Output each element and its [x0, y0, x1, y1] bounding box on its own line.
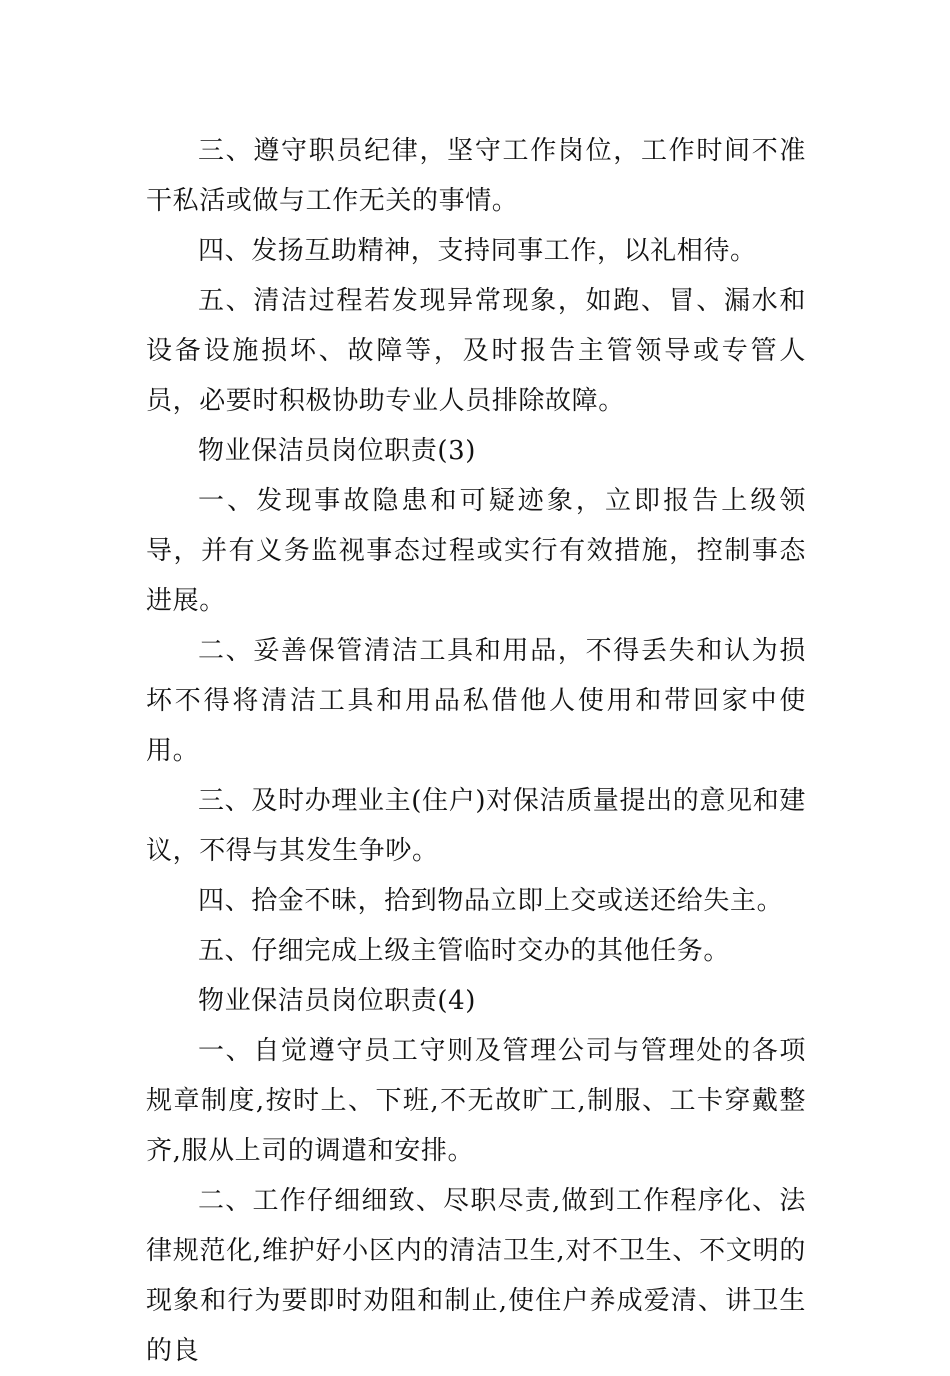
paragraph-section3-item-4: 四、拾金不昧，拾到物品立即上交或送还给失主。	[198, 886, 784, 916]
paragraph-rule-3: 三、遵守职员纪律，坚守工作岗位，工作时间不准干私活或做与工作无关的事情。	[146, 136, 806, 216]
paragraph-section3-item-5: 五、仔细完成上级主管临时交办的其他任务。	[198, 936, 731, 966]
paragraph-section3-item-1: 一、发现事故隐患和可疑迹象，立即报告上级领导，并有义务监视事态过程或实行有效措施，控制事态进展。	[146, 486, 806, 616]
paragraph-section4-item-1: 一、自觉遵守员工守则及管理公司与管理处的各项规章制度,按时上、下班,不无故旷工,制服、工卡穿戴整齐,服从上司的调遣和安排。	[146, 1036, 806, 1166]
paragraph-rule-4: 四、发扬互助精神，支持同事工作，以礼相待。	[198, 236, 757, 266]
paragraph-section3-item-3: 三、及时办理业主(住户)对保洁质量提出的意见和建议，不得与其发生争吵。	[146, 786, 806, 866]
paragraph-rule-5: 五、清洁过程若发现异常现象，如跑、冒、漏水和设备设施损坏、故障等，及时报告主管领导或专管人员，必要时积极协助专业人员排除故障。	[146, 286, 806, 416]
section-heading-3: 物业保洁员岗位职责(3)	[198, 436, 477, 466]
section-heading-4: 物业保洁员岗位职责(4)	[198, 986, 477, 1016]
paragraph-section4-item-2: 二、工作仔细细致、尽职尽责,做到工作程序化、法律规范化,维护好小区内的清洁卫生,对不卫生、不文明的现象和行为要即时劝阻和制止,使住户养成爱清、讲卫生的良	[146, 1186, 806, 1366]
document-body	[146, 126, 806, 1376]
paragraph-section3-item-2: 二、妥善保管清洁工具和用品，不得丢失和认为损坏不得将清洁工具和用品私借他人使用和带回家中使用。	[146, 636, 806, 766]
